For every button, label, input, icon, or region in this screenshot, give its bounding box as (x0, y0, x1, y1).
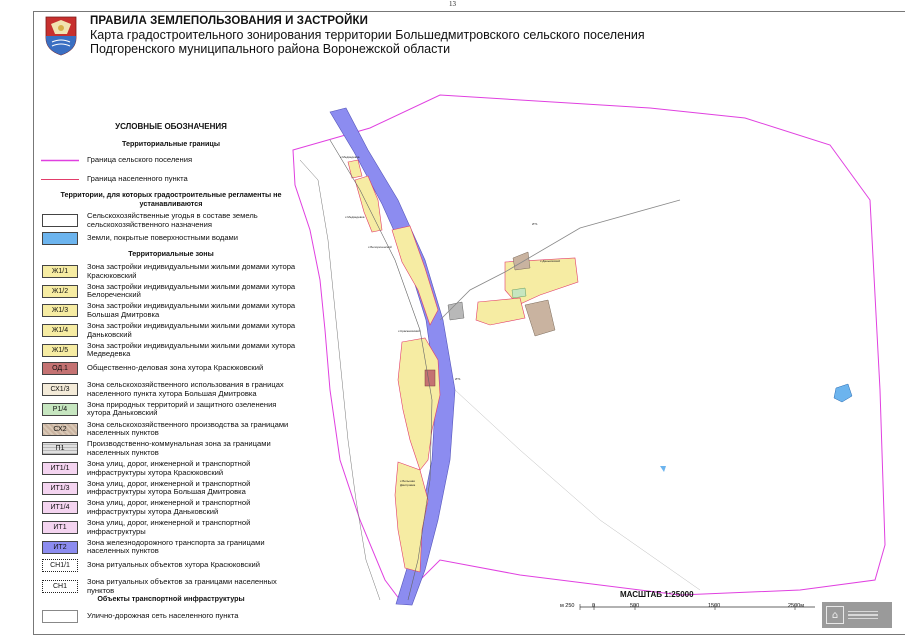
svg-text:Дмитровка: Дмитровка (400, 483, 416, 487)
zone-code: СХ2 (42, 423, 78, 436)
industrial-zone (448, 302, 464, 320)
legend-text: Граница населенного пункта (87, 174, 188, 184)
legend-text: Земли, покрытые поверхностными водами (87, 233, 239, 243)
zone-symbol (41, 442, 79, 455)
svg-text:х.Красюковский: х.Красюковский (398, 329, 420, 333)
zone-symbol (41, 482, 79, 495)
zone-symbol (41, 559, 79, 572)
stamp-lines (848, 611, 878, 620)
water-symbol (41, 232, 79, 245)
locality-boundary-symbol (41, 173, 79, 186)
scale-tick: м 250 (560, 603, 575, 609)
zone-description: Зона улиц, дорог, инженерной и транспортной инфраструктуры хутора Большая Дмитровка (87, 478, 251, 497)
legend-zone-row (41, 283, 311, 300)
zone-description: Зона улиц, дорог, инженерной и транспортной инфраструктуры (87, 518, 251, 536)
zone-symbol (41, 344, 79, 357)
legend-zone-row (41, 322, 311, 339)
zone-description: Зона застройки индивидуальными жилыми домами хутора Белореченский (87, 281, 296, 300)
svg-text:ИТ1: ИТ1 (455, 377, 461, 381)
green-zone (512, 288, 526, 298)
publisher-stamp (822, 602, 892, 628)
zone-code: П1 (42, 442, 78, 455)
legend-zone-row (41, 519, 311, 536)
zone-code: СН1 (42, 580, 78, 593)
scale-tick: 0 (592, 603, 596, 609)
scale-tick: 500 (630, 603, 640, 609)
legend-text: Сельскохозяйственные угодья в составе земель сельскохозяйственного назначения (87, 211, 258, 229)
scale-bar (560, 590, 820, 620)
legend-zone-row (41, 499, 311, 516)
zone-description: Зона застройки индивидуальными жилыми домами хутора Медведевка (87, 340, 296, 359)
legend-zone-row (41, 559, 311, 572)
scale-title: МАСШТАБ 1:25000 (620, 590, 694, 599)
legend-zone-row (41, 401, 311, 418)
legend-zone-row (41, 421, 311, 438)
legend-zone-row (41, 578, 311, 595)
legend-zone-row (41, 539, 311, 556)
map-title: ПРАВИЛА ЗЕМЛЕПОЛЬЗОВАНИЯ И ЗАСТРОЙКИ (90, 15, 368, 27)
publisher-logo-icon: ⌂ (826, 606, 844, 624)
scale-graphic (560, 600, 820, 614)
zone-code: Ж1/4 (42, 324, 78, 337)
agricultural-land-symbol (41, 214, 79, 227)
scale-tick: 1500 (708, 603, 721, 609)
zone-code: ИТ2 (42, 541, 78, 554)
zone-code: Ж1/1 (42, 265, 78, 278)
zone-code: ИТ1/4 (42, 501, 78, 514)
legend-section-no-regulations: Территории, для которых градостроительные регламенты не устанавливаются (60, 190, 282, 208)
zone-description: Производственно-коммунальная зона за границами населенных пунктов (87, 439, 271, 457)
map-subtitle-1: Карта градостроительного зонирования территории Большедмитровского сельского поселения (90, 28, 645, 42)
settlement-boundary-symbol (41, 154, 79, 167)
svg-text:х.Медведевка: х.Медведевка (340, 155, 360, 159)
zone-description: Общественно-деловая зона хутора Красюковский (87, 362, 264, 372)
legend-row (41, 154, 311, 167)
svg-text:х.Большая: х.Большая (400, 479, 415, 483)
zone-description: Зона сельскохозяйственного производства за границами населенных пунктов (87, 419, 289, 438)
zone-symbol (41, 580, 79, 593)
zone-description: Зона ритуальных объектов хутора Красюковский (87, 559, 261, 569)
legend-zone-row (41, 362, 311, 375)
legend-zone-row (41, 302, 311, 319)
legend-zone-row (41, 440, 311, 457)
zone-description: Зона улиц, дорог, инженерной и транспортной инфраструктуры хутора Красюковский (87, 459, 251, 477)
svg-text:х.Белореченский: х.Белореченский (368, 245, 392, 249)
legend-section-boundaries: Территориальные границы (121, 139, 220, 148)
legend-zone-row (41, 381, 311, 398)
zone-code: Ж1/3 (42, 304, 78, 317)
street-network-symbol (41, 610, 79, 623)
zone-description: Зона улиц, дорог, инженерной и транспортной инфраструктуры хутора Даньковский (87, 498, 251, 516)
svg-text:х.Даньковский: х.Даньковский (540, 259, 560, 263)
legend-row (41, 232, 311, 245)
zone-symbol (41, 304, 79, 317)
public-business-zone (425, 370, 435, 386)
zone-code: Ж1/5 (42, 344, 78, 357)
zone-code: ИТ1/1 (42, 462, 78, 475)
settlement-boundary (293, 95, 885, 600)
zone-symbol (41, 462, 79, 475)
zone-symbol (41, 521, 79, 534)
scale-tick: 2500м (788, 603, 805, 609)
zone-symbol (41, 501, 79, 514)
legend-text: Улично-дорожная сеть населенного пункта (87, 611, 239, 621)
page-number: 13 (449, 0, 456, 8)
zone-description: Зона застройки индивидуальными жилыми домами хутора Даньковский (87, 321, 296, 339)
zone-description: Зона ритуальных объектов за границами населенных пунктов (87, 577, 277, 595)
zone-code: Ж1/2 (42, 285, 78, 298)
legend-zone-row (41, 460, 311, 477)
zone-description: Зона сельскохозяйственного использования в границах населенного пункта хутора Большая Дмитровка (87, 380, 284, 398)
zone-code: ИТ1/3 (42, 482, 78, 495)
legend-section-transport: Объекты транспортной инфраструктуры (97, 594, 245, 603)
legend-zone-row (41, 263, 311, 280)
zone-symbol (41, 265, 79, 278)
legend-section-zones: Территориальные зоны (128, 249, 214, 258)
legend-title: УСЛОВНЫЕ ОБОЗНАЧЕНИЯ (115, 122, 227, 131)
zone-symbol (41, 541, 79, 554)
legend-text: Граница сельского поселения (87, 155, 193, 165)
zone-description: Зона застройки индивидуальными жилыми домами хутора Красюковский (87, 262, 296, 280)
zone-code: СН1/1 (42, 559, 78, 572)
zone-code: СХ1/3 (42, 383, 78, 396)
zone-code: Р1/4 (42, 403, 78, 416)
zone-description: Зона природных территорий и защитного озеленения хутора Даньковский (87, 399, 277, 418)
zone-symbol (41, 423, 79, 436)
zone-code: ОД.1 (42, 362, 78, 375)
legend-row (41, 610, 311, 623)
zone-symbol (41, 362, 79, 375)
zone-description: Зона железнодорожного транспорта за границами населенных пунктов (87, 537, 265, 556)
map-subtitle-2: Подгоренского муниципального района Воронежской области (90, 42, 451, 56)
legend-row (41, 173, 311, 186)
legend-zone-row (41, 480, 311, 497)
svg-text:х.Медведевка: х.Медведевка (345, 215, 365, 219)
zone-symbol (41, 403, 79, 416)
legend-zone-row (41, 342, 311, 359)
zone-code: ИТ1 (42, 521, 78, 534)
zone-symbol (41, 324, 79, 337)
zone-symbol (41, 285, 79, 298)
zone-description: Зона застройки индивидуальными жилыми домами хутора Большая Дмитровка (87, 301, 296, 319)
svg-text:ИТ1: ИТ1 (532, 222, 538, 226)
legend-row (41, 212, 311, 229)
zone-symbol (41, 383, 79, 396)
